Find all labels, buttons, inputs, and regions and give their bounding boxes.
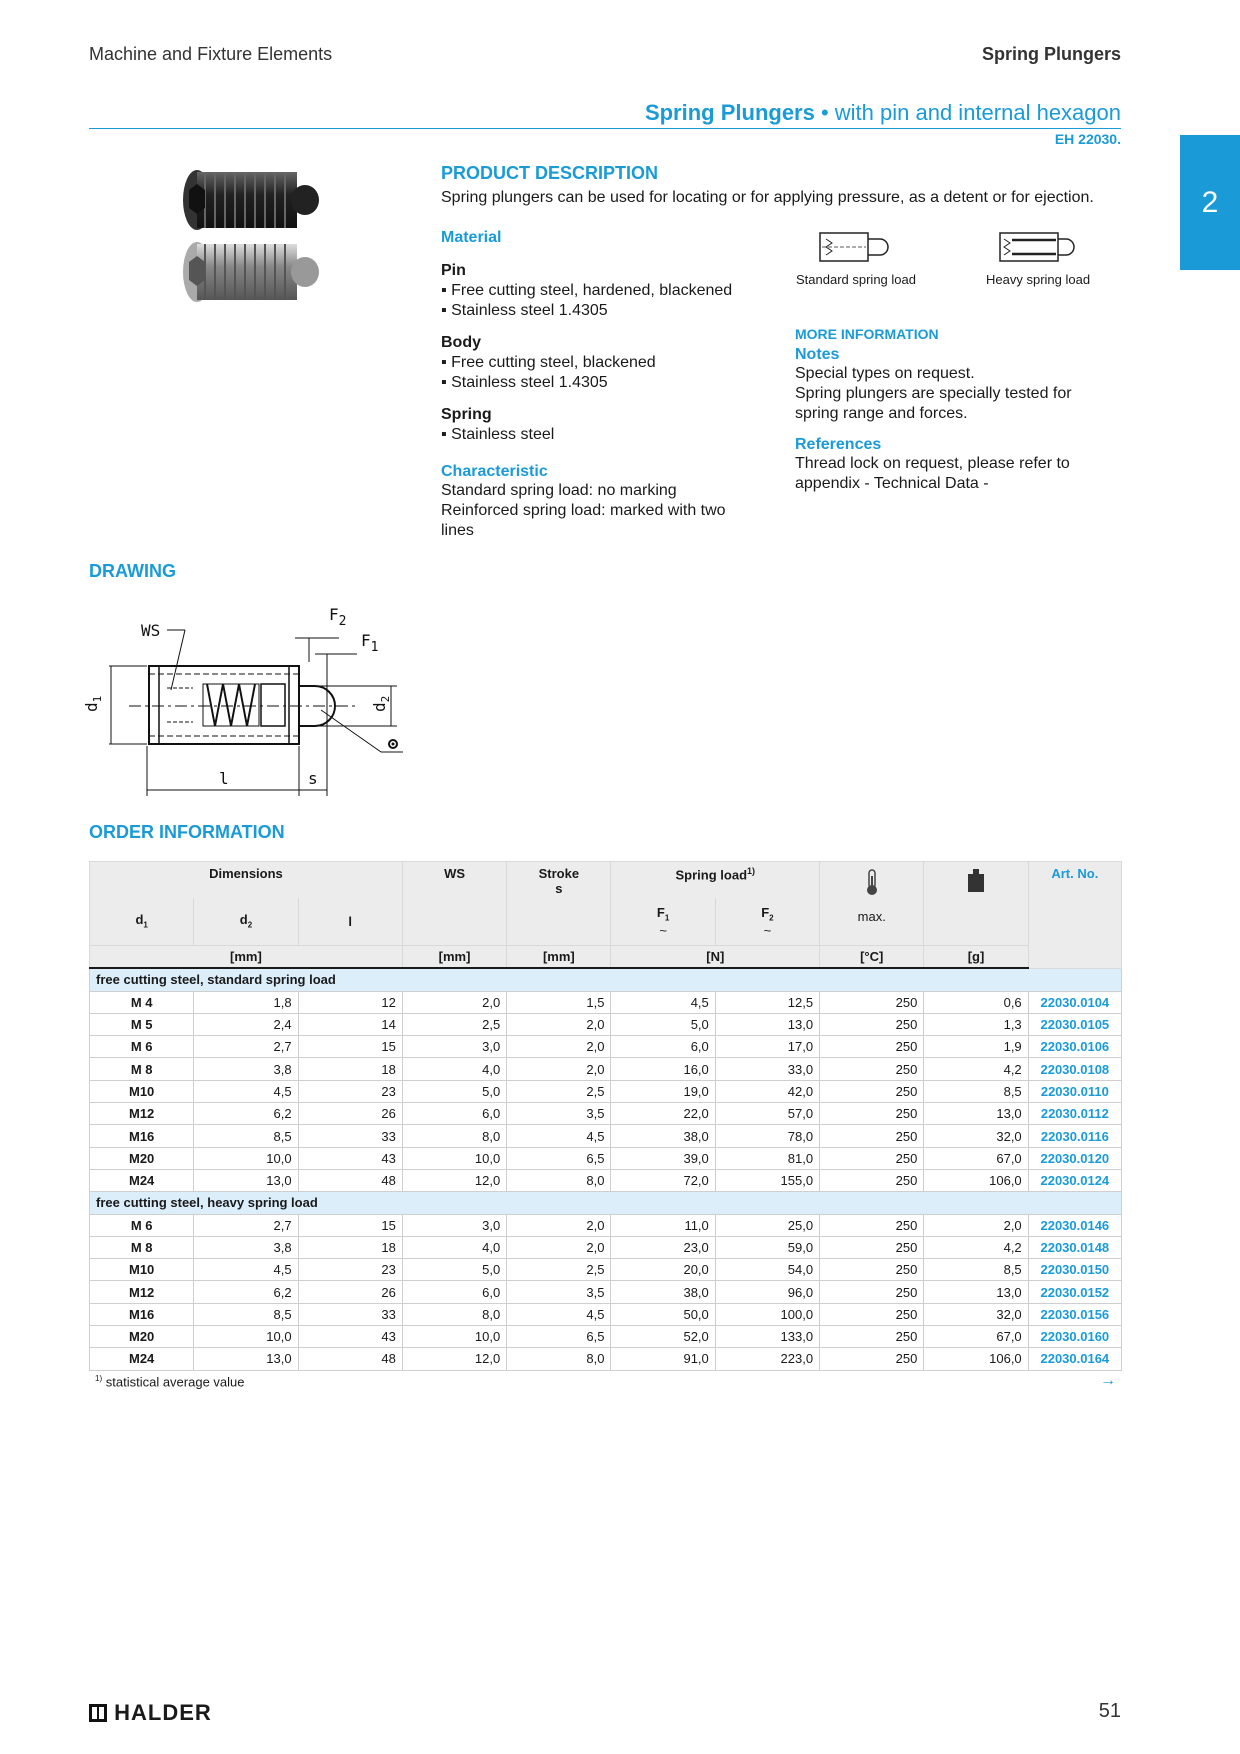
table-cell: M24 [90, 1348, 194, 1370]
article-number-link[interactable]: 22030.0164 [1028, 1348, 1121, 1370]
table-cell: 13,0 [924, 1281, 1028, 1303]
table-cell: 6,5 [507, 1147, 611, 1169]
table-cell: 38,0 [611, 1125, 715, 1147]
order-table [89, 861, 1122, 1371]
table-row [90, 1214, 1122, 1236]
header-category-label: Spring Plungers [981, 44, 1121, 64]
table-cell: 38,0 [611, 1281, 715, 1303]
table-cell: 2,4 [194, 1013, 298, 1035]
table-cell: 81,0 [715, 1147, 819, 1169]
group-row [90, 1192, 1122, 1214]
table-cell: 250 [820, 991, 924, 1013]
table-cell: 17,0 [715, 1036, 819, 1058]
heavy-load-label: Heavy spring load [986, 272, 1091, 287]
table-cell: 4,0 [402, 1058, 506, 1080]
table-cell: M10 [90, 1080, 194, 1102]
drawing-heading: DRAWING [89, 561, 176, 581]
heavy-load-icon [998, 229, 1078, 267]
table-cell: 250 [820, 1326, 924, 1348]
product-intro: Spring plungers can be used for locating or for applying pressure, as a detent or for ejection. [441, 189, 1094, 206]
table-cell: 4,5 [194, 1259, 298, 1281]
table-cell: 8,5 [194, 1125, 298, 1147]
table-cell: 2,0 [924, 1214, 1028, 1236]
table-cell: 18 [298, 1236, 402, 1258]
table-cell: 13,0 [194, 1348, 298, 1370]
table-cell: 1,9 [924, 1036, 1028, 1058]
col-spring-load: Spring load$^{1)}$ [611, 862, 820, 898]
f1-label: $F_1$ [361, 631, 379, 655]
table-cell: M 5 [90, 1013, 194, 1035]
table-cell: 13,0 [715, 1013, 819, 1035]
technical-drawing [82, 600, 419, 800]
table-cell: 15 [298, 1214, 402, 1236]
table-cell: M 6 [90, 1214, 194, 1236]
table-cell: 5,0 [402, 1259, 506, 1281]
table-cell: 10,0 [402, 1326, 506, 1348]
table-cell: 6,2 [194, 1281, 298, 1303]
characteristic-heading: Characteristic [441, 463, 548, 480]
table-row [90, 1326, 1122, 1348]
table-row [90, 1080, 1122, 1102]
table-cell: 8,0 [507, 1348, 611, 1370]
table-cell: 52,0 [611, 1326, 715, 1348]
table-cell: 250 [820, 1103, 924, 1125]
more-information [795, 326, 1125, 494]
article-number-link[interactable]: 22030.0150 [1028, 1259, 1121, 1281]
spring-items [441, 425, 761, 445]
article-number-link[interactable]: 22030.0108 [1028, 1058, 1121, 1080]
table-cell: 250 [820, 1080, 924, 1102]
table-cell: 67,0 [924, 1326, 1028, 1348]
table-cell: 0,6 [924, 991, 1028, 1013]
table-cell: 13,0 [194, 1169, 298, 1191]
table-cell: 2,5 [507, 1080, 611, 1102]
product-description-heading: PRODUCT DESCRIPTION [441, 163, 659, 183]
order-information-heading: ORDER INFORMATION [89, 822, 285, 842]
title-rest: • with pin and internal hexagon [814, 100, 1121, 125]
table-cell: 250 [820, 1214, 924, 1236]
list-item: ▪ Stainless steel 1.4305 [441, 301, 761, 321]
table-cell: 23 [298, 1080, 402, 1102]
spring-coil [207, 684, 255, 726]
table-row [90, 1013, 1122, 1035]
group-row [90, 968, 1122, 991]
table-cell: 14 [298, 1013, 402, 1035]
chapter-tab[interactable]: 2 [1180, 135, 1240, 270]
table-cell: 3,5 [507, 1103, 611, 1125]
table-cell: 2,5 [402, 1013, 506, 1035]
table-cell: 72,0 [611, 1169, 715, 1191]
page-title [645, 100, 1121, 126]
table-cell: 20,0 [611, 1259, 715, 1281]
table-row [90, 991, 1122, 1013]
table-cell: 23,0 [611, 1236, 715, 1258]
table-cell: M 8 [90, 1236, 194, 1258]
table-cell: 10,0 [194, 1147, 298, 1169]
table-cell: 42,0 [715, 1080, 819, 1102]
standard-load-label: Standard spring load [796, 272, 916, 287]
table-cell: 250 [820, 1036, 924, 1058]
unit-weight: [g] [924, 946, 1028, 969]
table-cell: 12 [298, 991, 402, 1013]
table-cell: 12,0 [402, 1348, 506, 1370]
list-item: ▪ Free cutting steel, hardened, blackened [441, 281, 761, 301]
table-cell: 48 [298, 1348, 402, 1370]
article-number-link[interactable]: 22030.0148 [1028, 1236, 1121, 1258]
unit-spring-load: [N] [611, 946, 820, 969]
next-page-arrow[interactable]: → [1100, 1372, 1116, 1389]
col-l: l [298, 898, 402, 946]
table-cell: 6,0 [611, 1036, 715, 1058]
d2-label: $d_2$ [370, 695, 392, 712]
page-number: 51 [1098, 1700, 1121, 1722]
table-cell: 100,0 [715, 1303, 819, 1325]
unit-temperature: [°C] [820, 946, 924, 969]
d1-label: $d_1$ [82, 695, 104, 712]
article-number-link[interactable]: 22030.0106 [1028, 1036, 1121, 1058]
body-items [441, 353, 761, 393]
table-cell: 2,0 [507, 1236, 611, 1258]
table-row [90, 1147, 1122, 1169]
product-photo [175, 168, 335, 308]
table-cell: 250 [820, 1259, 924, 1281]
table-row [90, 1125, 1122, 1147]
stainless-plunger [183, 242, 319, 302]
table-cell: 8,0 [507, 1169, 611, 1191]
s-label: s [308, 769, 318, 788]
table-cell: 33 [298, 1125, 402, 1147]
notes-line-2: Spring plungers are specially tested for spring range and forces. [795, 385, 1072, 422]
col-stroke: Stroke s [507, 862, 611, 946]
table-cell: 2,0 [507, 1013, 611, 1035]
footnote: $^{1)}$ statistical average value [95, 1374, 245, 1390]
table-cell: 59,0 [715, 1236, 819, 1258]
table-cell: 2,5 [507, 1259, 611, 1281]
article-number-link[interactable]: 22030.0104 [1028, 991, 1121, 1013]
table-cell: 22,0 [611, 1103, 715, 1125]
table-cell: 32,0 [924, 1303, 1028, 1325]
table-row [90, 1348, 1122, 1370]
table-cell: 1,5 [507, 991, 611, 1013]
table-row [90, 1236, 1122, 1258]
unit-stroke: [mm] [507, 946, 611, 969]
order-table-body [90, 968, 1122, 1370]
standard-load-icon [818, 229, 898, 267]
table-cell: 91,0 [611, 1348, 715, 1370]
table-cell: 2,0 [402, 991, 506, 1013]
table-cell: 54,0 [715, 1259, 819, 1281]
table-cell: 3,5 [507, 1281, 611, 1303]
col-d2: $d_2$ [194, 898, 298, 946]
references-text: Thread lock on request, please refer to appendix - Technical Data - [795, 455, 1070, 492]
col-ws: WS [402, 862, 506, 946]
table-cell: 250 [820, 1303, 924, 1325]
table-cell: 6,0 [402, 1103, 506, 1125]
body-outline [149, 666, 299, 744]
table-cell: 16,0 [611, 1058, 715, 1080]
pin-items [441, 281, 761, 321]
table-cell: 2,7 [194, 1214, 298, 1236]
header-section-label: Machine and Fixture Elements [89, 44, 333, 64]
table-cell: 3,0 [402, 1214, 506, 1236]
table-cell: 4,5 [194, 1080, 298, 1102]
table-cell: 106,0 [924, 1169, 1028, 1191]
article-number-link[interactable]: 22030.0146 [1028, 1214, 1121, 1236]
spring-label: Spring [441, 406, 492, 423]
table-cell: 250 [820, 1348, 924, 1370]
table-cell: 1,8 [194, 991, 298, 1013]
table-cell: 8,0 [402, 1125, 506, 1147]
table-cell: M10 [90, 1259, 194, 1281]
table-cell: 32,0 [924, 1125, 1028, 1147]
table-cell: 250 [820, 1013, 924, 1035]
table-cell: 10,0 [194, 1326, 298, 1348]
notes-line-1: Special types on request. [795, 365, 975, 382]
table-cell: 3,8 [194, 1058, 298, 1080]
table-row [90, 1103, 1122, 1125]
pin-label: Pin [441, 262, 466, 279]
table-cell: 15 [298, 1036, 402, 1058]
material-heading: Material [441, 229, 502, 246]
table-cell: 10,0 [402, 1147, 506, 1169]
table-cell: 39,0 [611, 1147, 715, 1169]
col-artno: Art. No. [1028, 862, 1121, 969]
col-d1: $d_1$ [90, 898, 194, 946]
body-label: Body [441, 334, 481, 351]
table-cell: M16 [90, 1303, 194, 1325]
table-row [90, 1259, 1122, 1281]
f2-label: $F_2$ [329, 605, 347, 629]
table-cell: 25,0 [715, 1214, 819, 1236]
col-f1: $F_1$ ~ [611, 898, 715, 946]
group-title: free cutting steel, heavy spring load [90, 1192, 1122, 1214]
table-row [90, 1281, 1122, 1303]
characteristic-line-1: Standard spring load: no marking [441, 482, 677, 499]
article-number-link[interactable]: 22030.0156 [1028, 1303, 1121, 1325]
table-cell: 250 [820, 1125, 924, 1147]
article-number-link[interactable]: 22030.0160 [1028, 1326, 1121, 1348]
group-title: free cutting steel, standard spring load [90, 968, 1122, 991]
title-divider [89, 128, 1121, 129]
table-cell: 250 [820, 1169, 924, 1191]
article-number-link[interactable]: 22030.0112 [1028, 1103, 1121, 1125]
table-cell: 4,2 [924, 1058, 1028, 1080]
references-heading: References [795, 436, 882, 453]
material-list [441, 261, 761, 541]
table-cell: 8,5 [194, 1303, 298, 1325]
table-cell: M20 [90, 1326, 194, 1348]
article-number-link[interactable]: 22030.0105 [1028, 1013, 1121, 1035]
table-cell: 250 [820, 1147, 924, 1169]
list-item: ▪ Stainless steel 1.4305 [441, 373, 761, 393]
table-cell: 11,0 [611, 1214, 715, 1236]
table-cell: 1,3 [924, 1013, 1028, 1035]
table-cell: 50,0 [611, 1303, 715, 1325]
article-number-link[interactable]: 22030.0116 [1028, 1125, 1121, 1147]
table-cell: 250 [820, 1058, 924, 1080]
table-cell: 6,2 [194, 1103, 298, 1125]
table-cell: 67,0 [924, 1147, 1028, 1169]
table-cell: 12,5 [715, 991, 819, 1013]
table-cell: 43 [298, 1147, 402, 1169]
table-cell: M24 [90, 1169, 194, 1191]
table-cell: 43 [298, 1326, 402, 1348]
table-cell: 8,5 [924, 1259, 1028, 1281]
table-cell: 18 [298, 1058, 402, 1080]
col-f2: $F_2$ ~ [715, 898, 819, 946]
table-row [90, 1169, 1122, 1191]
table-cell: M12 [90, 1281, 194, 1303]
logo-mark-icon [89, 1704, 107, 1722]
table-cell: 19,0 [611, 1080, 715, 1102]
unit-ws: [mm] [402, 946, 506, 969]
table-row [90, 1303, 1122, 1325]
table-cell: 6,5 [507, 1326, 611, 1348]
table-cell: 23 [298, 1259, 402, 1281]
table-cell: 26 [298, 1103, 402, 1125]
list-item: ▪ Free cutting steel, blackened [441, 353, 761, 373]
table-cell: 155,0 [715, 1169, 819, 1191]
table-cell: 4,2 [924, 1236, 1028, 1258]
table-cell: 33 [298, 1303, 402, 1325]
black-plunger [183, 170, 319, 230]
table-cell: 33,0 [715, 1058, 819, 1080]
halder-logo: HALDER [89, 1700, 212, 1726]
table-cell: 2,0 [507, 1036, 611, 1058]
table-cell: M 8 [90, 1058, 194, 1080]
table-cell: 4,5 [507, 1303, 611, 1325]
thermometer-icon [863, 868, 881, 896]
table-cell: 12,0 [402, 1169, 506, 1191]
table-cell: 96,0 [715, 1281, 819, 1303]
table-cell: 5,0 [611, 1013, 715, 1035]
col-weight [924, 862, 1028, 946]
table-cell: 3,0 [402, 1036, 506, 1058]
article-number-link[interactable]: 22030.0124 [1028, 1169, 1121, 1191]
table-cell: 4,0 [402, 1236, 506, 1258]
table-cell: 6,0 [402, 1281, 506, 1303]
table-cell: M 6 [90, 1036, 194, 1058]
article-number-link[interactable]: 22030.0120 [1028, 1147, 1121, 1169]
table-cell: M20 [90, 1147, 194, 1169]
table-cell: 57,0 [715, 1103, 819, 1125]
table-cell: 2,0 [507, 1214, 611, 1236]
title-bold: Spring Plungers [644, 100, 815, 125]
l-label: l [219, 769, 229, 788]
notes-heading: Notes [795, 346, 840, 363]
table-cell: 2,0 [507, 1058, 611, 1080]
table-cell: 223,0 [715, 1348, 819, 1370]
characteristic-line-2: Reinforced spring load: marked with two lines [441, 502, 726, 539]
table-cell: 3,8 [194, 1236, 298, 1258]
table-cell: 4,5 [611, 991, 715, 1013]
table-cell: 13,0 [924, 1103, 1028, 1125]
table-cell: 78,0 [715, 1125, 819, 1147]
table-cell: 26 [298, 1281, 402, 1303]
table-cell: M12 [90, 1103, 194, 1125]
article-number-link[interactable]: 22030.0110 [1028, 1080, 1121, 1102]
table-cell: 8,5 [924, 1080, 1028, 1102]
list-item: ▪ Stainless steel [441, 425, 761, 445]
table-cell: 250 [820, 1236, 924, 1258]
unit-dimensions: [mm] [90, 946, 403, 969]
table-cell: 133,0 [715, 1326, 819, 1348]
table-cell: 106,0 [924, 1348, 1028, 1370]
table-cell: M16 [90, 1125, 194, 1147]
table-row [90, 1036, 1122, 1058]
more-info-heading: MORE INFORMATION [795, 326, 939, 342]
col-dimensions: Dimensions [90, 862, 403, 898]
table-cell: 48 [298, 1169, 402, 1191]
table-cell: 2,7 [194, 1036, 298, 1058]
ws-label: WS [141, 621, 161, 640]
product-code: EH 22030. [1054, 131, 1121, 147]
table-row [90, 1058, 1122, 1080]
weight-icon [966, 868, 986, 894]
table-cell: 8,0 [402, 1303, 506, 1325]
article-number-link[interactable]: 22030.0152 [1028, 1281, 1121, 1303]
table-cell: 5,0 [402, 1080, 506, 1102]
table-cell: M 4 [90, 991, 194, 1013]
col-temperature: max. [820, 862, 924, 946]
table-cell: 4,5 [507, 1125, 611, 1147]
table-cell: 250 [820, 1281, 924, 1303]
